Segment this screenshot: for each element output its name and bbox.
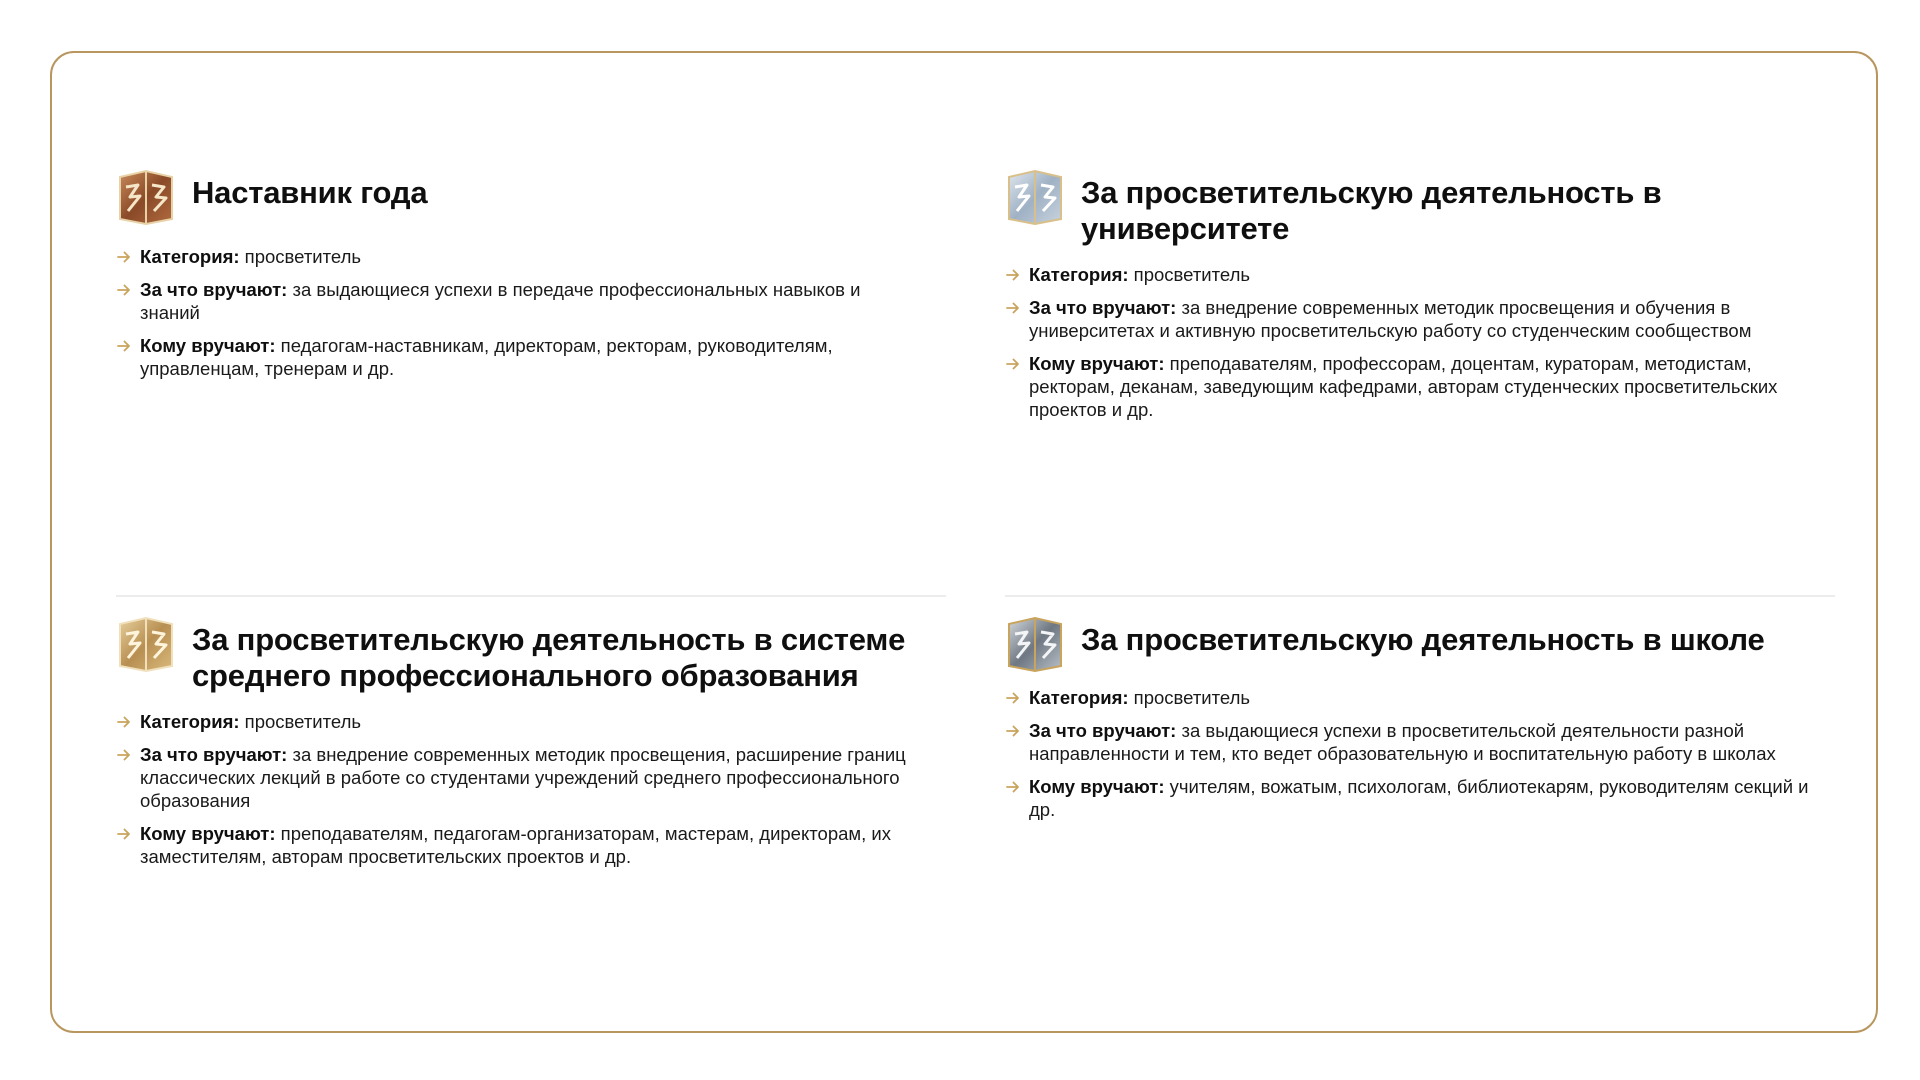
detail-reason: За что вручают: за выдающиеся успехи в передаче профессиональных навыков и знаний xyxy=(116,278,900,324)
detail-category: Категория: просветитель xyxy=(116,710,976,733)
arrow-right-icon xyxy=(1005,723,1021,739)
card-details xyxy=(116,710,976,868)
detail-recipients: Кому вручают: преподавателям, педагогам-организаторам, мастерам, директорам, их заместителям, авторам просветительских проектов и др. xyxy=(116,822,970,868)
arrow-right-icon xyxy=(1005,356,1021,372)
card-title: За просветительскую деятельность в школе xyxy=(1081,622,1765,657)
card-details xyxy=(1005,263,1865,421)
detail-recipients: Кому вручают: преподавателям, профессорам, доцентам, кураторам, методистам, ректорам, деканам, заведующим кафедрами, авторам студенческих просветительских проектов и др. xyxy=(1005,352,1839,421)
arrow-right-icon xyxy=(1005,267,1021,283)
arrow-right-icon xyxy=(116,826,132,842)
divider-left xyxy=(116,595,946,597)
award-card-school xyxy=(1005,616,1865,831)
card-title: Наставник года xyxy=(192,175,428,210)
card-details xyxy=(1005,686,1865,821)
award-card-college xyxy=(116,616,976,878)
card-title: За просветительскую деятельность в системе среднего профессионального образования xyxy=(192,622,906,693)
arrow-right-icon xyxy=(116,249,132,265)
detail-recipients: Кому вручают: учителям, вожатым, психологам, библиотекарям, руководителям секций и др. xyxy=(1005,775,1819,821)
arrow-right-icon xyxy=(116,282,132,298)
content-frame xyxy=(50,51,1878,1033)
arrow-right-icon xyxy=(116,747,132,763)
detail-category: Категория: просветитель xyxy=(116,245,976,268)
detail-category: Категория: просветитель xyxy=(1005,263,1865,286)
detail-category: Категория: просветитель xyxy=(1005,686,1865,709)
arrow-right-icon xyxy=(1005,690,1021,706)
detail-reason: За что вручают: за внедрение современных методик просвещения и обучения в университетах и активную просветительскую работу со студенческим сообществом xyxy=(1005,296,1774,342)
card-details xyxy=(116,245,976,380)
arrow-right-icon xyxy=(116,714,132,730)
award-card-mentor xyxy=(116,169,976,390)
card-title: За просветительскую деятельность в университете xyxy=(1081,175,1662,246)
copper-medal-icon xyxy=(116,169,176,225)
detail-recipients: Кому вручают: педагогам-наставникам, директорам, ректорам, руководителям, управленцам, тренерам и др. xyxy=(116,334,940,380)
detail-reason: За что вручают: за выдающиеся успехи в просветительской деятельности разной направленности и тем, кто ведет образовательную и воспитательную работу в школах xyxy=(1005,719,1819,765)
silver-blue-medal-icon xyxy=(1005,169,1065,225)
detail-reason: За что вручают: за внедрение современных методик просвещения, расширение границ классических лекций в работе со студентами учреждений среднего профессионального образования xyxy=(116,743,930,812)
arrow-right-icon xyxy=(1005,300,1021,316)
arrow-right-icon xyxy=(116,338,132,354)
arrow-right-icon xyxy=(1005,779,1021,795)
gold-medal-icon xyxy=(116,616,176,672)
steel-medal-icon xyxy=(1005,616,1065,672)
divider-right xyxy=(1005,595,1835,597)
award-card-university xyxy=(1005,169,1865,431)
